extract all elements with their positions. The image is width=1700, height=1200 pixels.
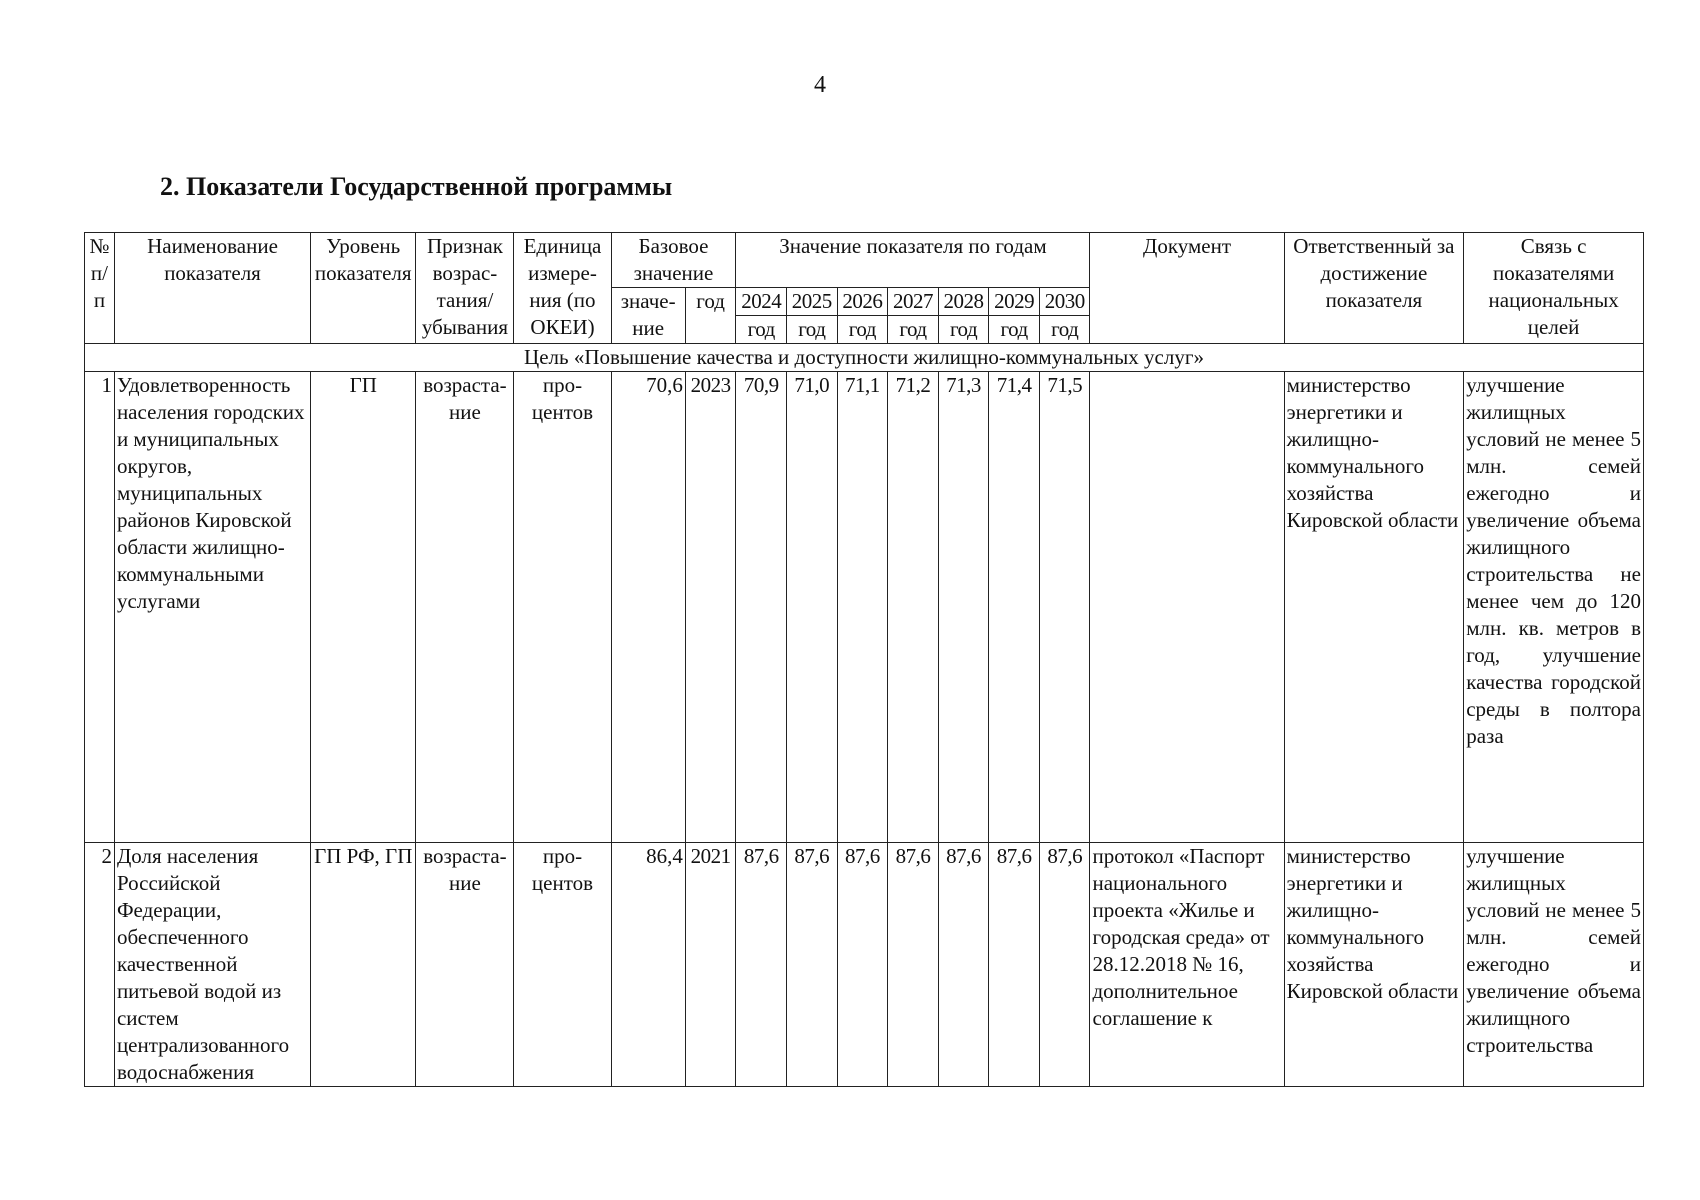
table-row xyxy=(85,372,1644,843)
value-2027: 87,6 xyxy=(888,843,939,1087)
goal-row: Цель «Повышение качества и доступности жилищно-коммунальных услуг» xyxy=(85,344,1644,372)
base-year: 2023 xyxy=(685,372,736,843)
header-responsible: Ответственный за достижение показателя xyxy=(1284,233,1464,344)
national-goals-link: улучшение жилищных условий не менее 5 млн. семей ежегодно и увеличение объема жилищного строительства не менее чем до 120 млн. кв. метров в год, улучшение качества городской среды в полтора раза xyxy=(1464,372,1644,843)
header-level: Уровень показателя xyxy=(311,233,416,344)
value-2028: 71,3 xyxy=(938,372,989,843)
header-year-word: год xyxy=(938,316,989,344)
responsible-cell: министерство энергетики и жилищно-коммунального хозяйства Кировской области xyxy=(1284,372,1464,843)
header-year-2028: 2028 xyxy=(938,288,989,316)
indicator-name: Доля населения Российской Федерации, обеспеченного качественной питьевой водой из систем централизованного водоснабжения xyxy=(114,843,310,1087)
header-year-2027: 2027 xyxy=(888,288,939,316)
indicators-table xyxy=(84,232,1644,1087)
header-base: Базовое значение xyxy=(611,233,736,288)
header-year-word: год xyxy=(736,316,787,344)
header-year-word: год xyxy=(837,316,888,344)
value-2025: 71,0 xyxy=(787,372,838,843)
header-year-2030: 2030 xyxy=(1039,288,1090,316)
header-year-2029: 2029 xyxy=(989,288,1040,316)
value-2024: 87,6 xyxy=(736,843,787,1087)
value-2026: 71,1 xyxy=(837,372,888,843)
header-document: Документ xyxy=(1090,233,1284,344)
header-base-value: значе-ние xyxy=(611,288,685,344)
header-year-2025: 2025 xyxy=(787,288,838,316)
table-row xyxy=(85,843,1644,1087)
value-2029: 71,4 xyxy=(989,372,1040,843)
indicator-sign: возраста-ние xyxy=(416,372,514,843)
value-2030: 71,5 xyxy=(1039,372,1090,843)
value-2028: 87,6 xyxy=(938,843,989,1087)
value-2026: 87,6 xyxy=(837,843,888,1087)
table-header xyxy=(85,233,1644,344)
indicator-unit: про-центов xyxy=(514,372,611,843)
indicator-level: ГП РФ, ГП xyxy=(311,843,416,1087)
base-year: 2021 xyxy=(685,843,736,1087)
national-goals-link: улучшение жилищных условий не менее 5 млн. семей ежегодно и увеличение объема жилищного строительства xyxy=(1464,843,1644,1087)
base-value: 86,4 xyxy=(611,843,685,1087)
header-unit: Единица измере-ния (по ОКЕИ) xyxy=(514,233,611,344)
header-link: Связь с показателями национальных целей xyxy=(1464,233,1644,344)
header-year-word: год xyxy=(989,316,1040,344)
indicator-name: Удовлетворенность населения городских и муниципальных округов, муниципальных районов Кировской области жилищно-коммунальными услугами xyxy=(114,372,310,843)
header-year-2026: 2026 xyxy=(837,288,888,316)
row-num: 2 xyxy=(85,843,115,1087)
header-year-word: год xyxy=(1039,316,1090,344)
responsible-cell: министерство энергетики и жилищно-коммунального хозяйства Кировской области xyxy=(1284,843,1464,1087)
value-2029: 87,6 xyxy=(989,843,1040,1087)
header-sign: Признак возрас-тания/ убывания xyxy=(416,233,514,344)
indicator-sign: возраста-ние xyxy=(416,843,514,1087)
header-year-word: год xyxy=(888,316,939,344)
value-2025: 87,6 xyxy=(787,843,838,1087)
row-num: 1 xyxy=(85,372,115,843)
indicator-level: ГП xyxy=(311,372,416,843)
document-cell xyxy=(1090,372,1284,843)
header-num: № п/п xyxy=(85,233,115,344)
value-2027: 71,2 xyxy=(888,372,939,843)
document-cell: протокол «Паспорт национального проекта «Жилье и городская среда» от 28.12.2018 № 16, дополнительное соглашение к xyxy=(1090,843,1284,1087)
header-year-word: год xyxy=(787,316,838,344)
page-number: 4 xyxy=(814,72,826,98)
header-base-year: год xyxy=(685,288,736,344)
value-2024: 70,9 xyxy=(736,372,787,843)
header-name: Наименование показателя xyxy=(114,233,310,344)
indicator-unit: про-центов xyxy=(514,843,611,1087)
value-2030: 87,6 xyxy=(1039,843,1090,1087)
header-values-by-year: Значение показателя по годам xyxy=(736,233,1090,288)
base-value: 70,6 xyxy=(611,372,685,843)
header-year-2024: 2024 xyxy=(736,288,787,316)
section-title: 2. Показатели Государственной программы xyxy=(160,172,673,201)
